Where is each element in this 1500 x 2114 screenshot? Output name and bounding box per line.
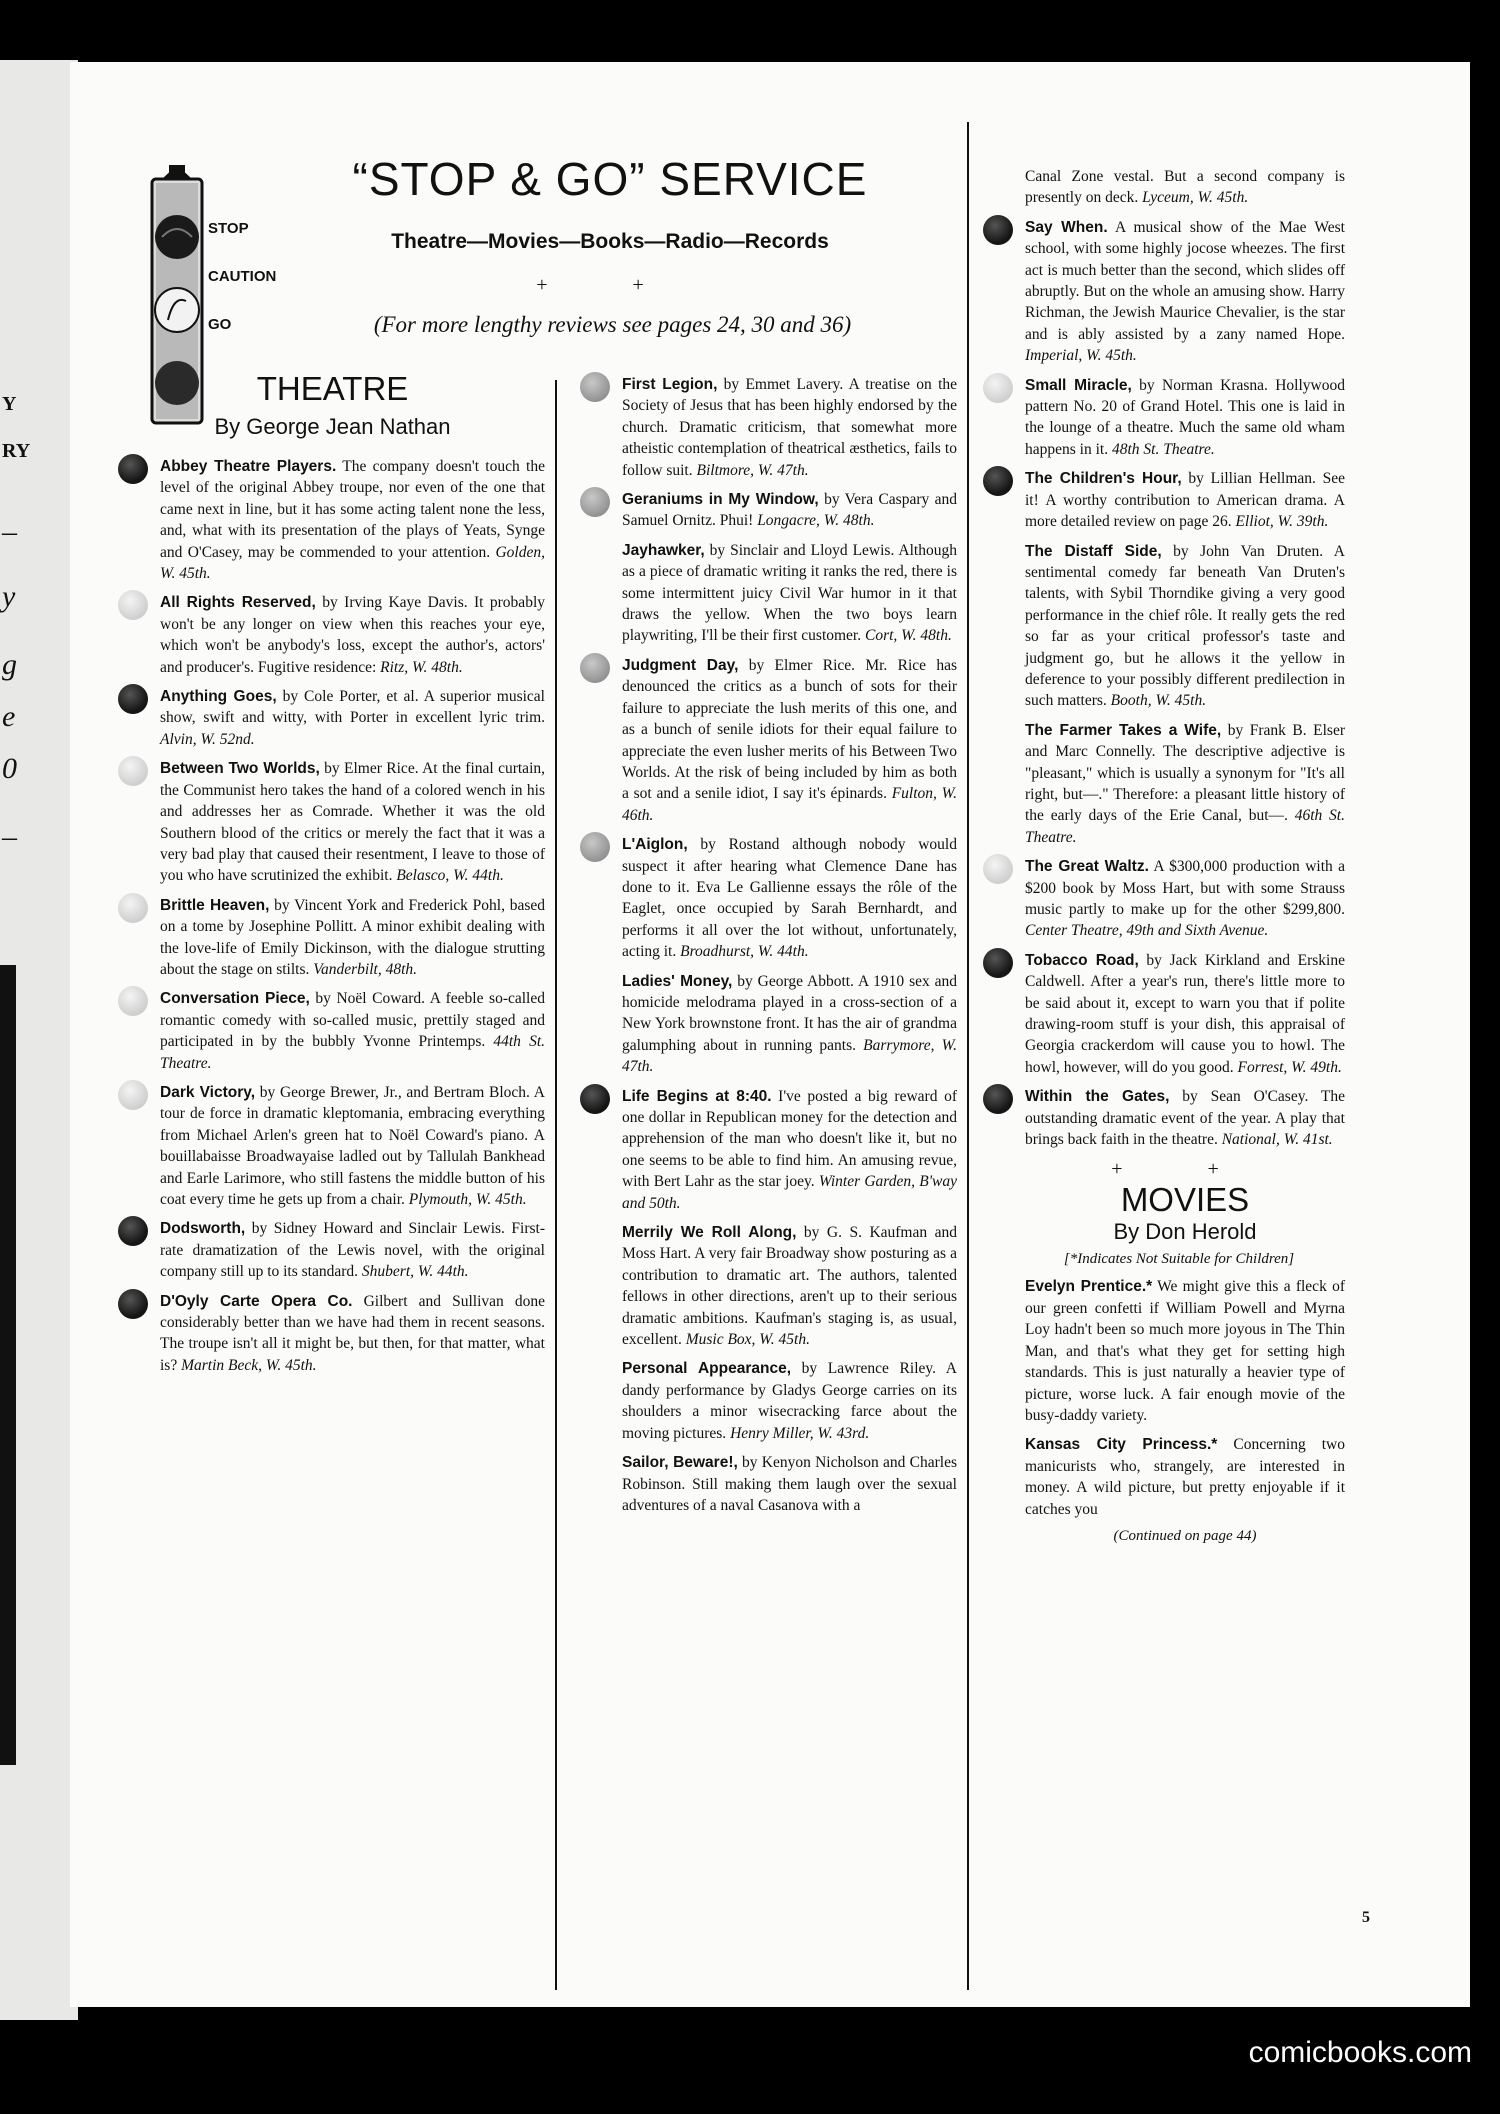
yellow-signal-dot-icon	[983, 854, 1013, 884]
review-title: Dark Victory,	[160, 1083, 256, 1101]
review-entry	[160, 1291, 545, 1377]
red-signal-dot-icon	[983, 466, 1013, 496]
review-body: by Sean O'Casey. The outstanding dramatic event of the year. A play that brings back faith in the theatre.	[1025, 1088, 1345, 1149]
review-title: Sailor, Beware!,	[622, 1454, 738, 1472]
ornament-crosses: + +	[536, 274, 684, 296]
review-venue: Longacre, W. 48th.	[757, 512, 875, 530]
review-venue: Golden, W. 45th.	[160, 543, 545, 583]
movies-heading: MOVIES	[1120, 1181, 1250, 1219]
review-venue: Imperial, W. 45th.	[1025, 347, 1137, 365]
review-entry	[160, 1218, 545, 1282]
movies-byline: By Don Herold	[1113, 1219, 1257, 1245]
review-title: Abbey Theatre Players.	[160, 458, 337, 475]
review-title: Judgment Day,	[622, 656, 739, 674]
yellow-signal-dot-icon	[118, 590, 148, 620]
review-body: A $300,000 production with a $200 book by Moss Hart, but with some Strauss music partly to make up for the other $299,800.	[1025, 858, 1346, 918]
review-entry	[160, 1082, 545, 1210]
movies-note: [*Indicates Not Suitable for Children]	[1063, 1251, 1295, 1268]
review-venue: Lyceum, W. 45th.	[1142, 189, 1249, 207]
review-title: Tobacco Road,	[1025, 951, 1139, 969]
review-body: by Rostand although nobody would suspect it after hearing what Clemence Dane has done to it. Eva Le Gallienne essays the rôle of the Eaglet, once occupied by Sarah Bernhardt, and performs it all over the lot without, unfortunately, acting it.	[622, 836, 957, 961]
review-body: by Lawrence Riley. A dandy performance by Gladys George carries on its shoulders a minor wisecracking farce about the moving pictures.	[622, 1360, 957, 1442]
review-venue: Shubert, W. 44th.	[361, 1263, 469, 1281]
review-body: I've posted a big reward of one dollar in Republican money for the detection and apprehension of the man who doesn't like it, but no one seems to be able to find him. An amusing revue, with Bert Lahr as the star joey.	[622, 1087, 957, 1191]
review-venue: 46th St. Theatre.	[1025, 807, 1345, 846]
review-title: The Great Waltz.	[1025, 858, 1149, 876]
review-body: by Emmet Lavery. A treatise on the Society of Jesus that has been highly endorsed by the church. Dramatic criticism, that somewhat more atheistic contemplation of theatrical æsthetics, fails to follow suit.	[622, 376, 958, 479]
red-signal-dot-icon	[580, 1084, 610, 1114]
yellow-signal-dot-icon	[983, 373, 1013, 403]
review-body: by Sidney Howard and Sinclair Lewis. First-rate dramatization of the Lewis novel, with the original company still up to its standard.	[160, 1220, 545, 1281]
red-signal-dot-icon	[983, 948, 1013, 978]
review-entry	[622, 834, 957, 962]
review-body: Gilbert and Sullivan done considerably better than we have had them in recent seasons. The troupe isn't all it might be, but then, for that matter, what is?	[160, 1292, 546, 1374]
review-entry	[1025, 217, 1345, 367]
review-entry	[622, 489, 957, 532]
review-body: by Elmer Rice. At the final curtain, the Communist hero takes the hand of a colored wench in his and addresses her as Comrade. Whether it was the old Southern blood of the critics or merely the fact that it was a very bad play that caused their resentment, I leave to those of you who have scrutinized the exhibit.	[160, 760, 545, 885]
review-title: Conversation Piece,	[160, 990, 310, 1008]
red-signal-dot-icon	[983, 215, 1013, 245]
reviews-note: (For more lengthy reviews see pages 24, 30 and 36)	[373, 312, 852, 337]
red-signal-dot-icon	[118, 1216, 148, 1246]
review-body: by Elmer Rice. Mr. Rice has denounced the critics as a bunch of sots for their failure to appreciate the lush merits of this one, and as a bunch of senile idiots for their equal failure to appreciate the even lusher merits of his Between Two Worlds. At the risk of being included by him as both a sot and a senile idiot, I say it's épinards.	[622, 656, 958, 803]
review-entry	[160, 592, 545, 678]
review-entry	[160, 758, 545, 886]
review-body: by Norman Krasna. Hollywood pattern No. 20 of Grand Hotel. This one is laid in the lounge of a theatre. Much the same old wham happens in it.	[1025, 376, 1345, 458]
review-title: Say When.	[1025, 218, 1108, 236]
continued-note: (Continued on page 44)	[1113, 1527, 1257, 1544]
review-title: Within the Gates,	[1025, 1088, 1170, 1106]
review-entry	[622, 1358, 957, 1444]
column-1	[120, 370, 545, 1384]
review-title: Merrily We Roll Along,	[622, 1224, 797, 1242]
review-entry	[1025, 541, 1345, 712]
review-venue: Music Box, W. 45th.	[685, 1331, 810, 1349]
review-body: by Kenyon Nicholson and Charles Robinson. Still making them laugh over the sexual adventures of a naval Casanova with a	[622, 1454, 957, 1514]
theatre-heading: THEATRE	[256, 370, 409, 407]
review-body: A musical show of the Mae West school, with some highly jocose wheezes. The first act is much better than the second, which slides off abruptly. But on the whole an amusing show. Harry Richman, the Jewish Maurice Chevalier, is the star and is ably assisted by a zany named Hope.	[1025, 218, 1345, 343]
column-3	[985, 166, 1345, 1545]
column-2	[570, 374, 957, 1524]
movie-body: Concerning two manicurists who, strangely, are interested in money. A wild picture, but pretty enjoyable if it catches you	[1025, 1436, 1345, 1518]
review-body: by Noël Coward. A feeble so-called romantic comedy with so-called music, prettily staged and participated in by the bubbly Yvonne Printemps.	[160, 990, 545, 1051]
review-body: by Vincent York and Frederick Pohl, based on a tome by Josephine Pollitt. A minor exhibit dealing with the love-life of Emily Dickinson, with the dialogue strutting about the stage on stilts.	[160, 896, 545, 978]
yellow-signal-dot-icon	[118, 893, 148, 923]
movie-entry	[1025, 1434, 1345, 1520]
review-venue: Martin Beck, W. 45th.	[181, 1356, 317, 1374]
signal-go-label: GO	[208, 316, 232, 333]
yellow-signal-dot-icon	[118, 1080, 148, 1110]
review-venue: Cort, W. 48th.	[865, 627, 952, 645]
review-venue: Biltmore, W. 47th.	[696, 461, 809, 479]
review-entry	[622, 655, 957, 826]
review-entry	[622, 1086, 957, 1214]
review-body: by George Brewer, Jr., and Bertram Bloch. A tour de force in dramatic kleptomania, embracing everything from Michael Arlen's green hat to Noël Coward's piano. A bouillabaisse Broadwayaise ladled out by Tallulah Bankhead and Earle Larimore, who still fastens the middle button of his coat every time he gets up from a chair.	[160, 1083, 545, 1208]
magazine-page	[70, 62, 1470, 2007]
review-body: by Jack Kirkland and Erskine Caldwell. After a year's run, there's little more to be said about it, except to warn you that if polite drawing-room stuff is your dish, this appraisal of Georgia crackerdom will cause you to howl. The howl, however, will do you good.	[1025, 951, 1345, 1076]
review-entry	[1025, 856, 1345, 942]
review-venue: Henry Miller, W. 43rd.	[730, 1424, 870, 1442]
review-title: Anything Goes,	[160, 688, 277, 706]
review-title: Between Two Worlds,	[160, 760, 320, 778]
review-title: The Distaff Side,	[1025, 542, 1162, 560]
review-title: The Children's Hour,	[1025, 470, 1182, 488]
review-venue: National, W. 41st.	[1221, 1131, 1333, 1149]
signal-caution-label: CAUTION	[208, 268, 277, 285]
column-rule	[555, 380, 557, 1990]
movie-body: We might give this a fleck of our green confetti if William Powell and Myrna Loy hadn't been so much more joyous in The Thin Man, and that's what they get for setting high standards. This is just naturally a heavier type of picture, worse luck. A fair enough movie of the busy-daddy variety.	[1025, 1278, 1345, 1424]
page-title: “STOP & GO” SERVICE	[352, 153, 868, 205]
review-body: by Cole Porter, et al. A superior musical show, swift and witty, with Porter in excellent lyric trim.	[160, 688, 545, 727]
review-body: Canal Zone vestal. But a second company is presently on deck.	[1025, 168, 1345, 207]
green-signal-dot-icon	[580, 653, 610, 683]
signal-stop-label: STOP	[208, 220, 249, 237]
column-rule	[967, 122, 969, 1990]
movie-entry	[1025, 1276, 1345, 1426]
review-title: Dodsworth,	[160, 1220, 246, 1238]
review-entry	[160, 456, 545, 584]
review-title: Life Begins at 8:40.	[622, 1087, 772, 1105]
watermark: comicbooks.com	[1248, 2036, 1472, 2069]
review-title: Geraniums in My Window,	[622, 491, 819, 509]
review-venue: Barrymore, W. 47th.	[622, 1036, 957, 1076]
review-body: The company doesn't touch the level of the original Abbey troupe, nor even of the one that came next in line, but it has some acting talent none the less, and, what with its presentation of the plays of Yeats, Synge and O'Casey, may be commended to your attention.	[160, 458, 545, 561]
review-entry	[1025, 166, 1345, 209]
green-signal-dot-icon	[580, 372, 610, 402]
review-title: Small Miracle,	[1025, 376, 1132, 394]
review-title: Personal Appearance,	[622, 1360, 792, 1378]
page-number: 5	[1362, 1909, 1370, 1926]
prev-page-fragment: RY	[2, 440, 31, 462]
prev-page-fragment: Y	[2, 393, 17, 415]
review-title: First Legion,	[622, 376, 718, 393]
review-entry	[160, 895, 545, 981]
prev-page-fragment: y	[2, 580, 16, 613]
review-entry	[1025, 375, 1345, 461]
review-title: The Farmer Takes a Wife,	[1025, 721, 1222, 739]
review-entry	[160, 686, 545, 750]
review-entry	[1025, 468, 1345, 532]
review-venue: Belasco, W. 44th.	[396, 867, 504, 885]
review-body: by Lillian Hellman. See it! A worthy contribution to American drama. A more detailed review on page 26.	[1025, 470, 1346, 531]
review-title: Ladies' Money,	[622, 972, 733, 990]
movie-title: Kansas City Princess.*	[1025, 1436, 1218, 1454]
review-venue: Vanderbilt, 48th.	[313, 960, 418, 978]
review-body: by Sinclair and Lloyd Lewis. Although as a piece of dramatic writing it ranks the red, there is some intermittent juicy Civil War humor in it that draws the yellow. When the two boys learn playwriting, I'll be their first customer.	[622, 541, 957, 645]
review-entry	[160, 988, 545, 1074]
review-venue: Forrest, W. 49th.	[1237, 1058, 1342, 1076]
review-entry	[622, 971, 957, 1078]
review-venue: Booth, W. 45th.	[1110, 692, 1207, 710]
review-body: by G. S. Kaufman and Moss Hart. A very fair Broadway show posturing as a contribution to dramatic art. The authors, talented fellows in other directions, aren't up to their serious dramatic ambitions. Kaufman's staging is, as usual, excellent.	[622, 1224, 957, 1349]
red-signal-dot-icon	[118, 454, 148, 484]
page-subtitle: Theatre—Movies—Books—Radio—Records	[391, 230, 829, 253]
green-signal-dot-icon	[580, 832, 610, 862]
green-signal-dot-icon	[580, 487, 610, 517]
prev-page-fragment: –	[2, 515, 17, 548]
prev-page-fragment: 0	[2, 752, 17, 785]
review-entry	[622, 540, 957, 647]
review-entry	[622, 1222, 957, 1350]
ornament-crosses: + +	[1111, 1158, 1259, 1181]
review-title: D'Oyly Carte Opera Co.	[160, 1292, 353, 1310]
review-venue: Plymouth, W. 45th.	[408, 1191, 527, 1208]
review-venue: Fulton, W. 46th.	[622, 785, 957, 824]
prev-page-fragment: –	[2, 820, 17, 853]
review-venue: Alvin, W. 52nd.	[160, 730, 255, 748]
review-venue: Ritz, W. 48th.	[380, 658, 463, 676]
review-entry	[622, 374, 957, 481]
review-entry	[1025, 950, 1345, 1078]
theatre-byline: By George Jean Nathan	[214, 414, 451, 439]
review-venue: Center Theatre, 49th and Sixth Avenue.	[1025, 922, 1269, 940]
review-title: L'Aiglon,	[622, 836, 688, 854]
review-entry	[1025, 1086, 1345, 1150]
yellow-signal-dot-icon	[118, 756, 148, 786]
review-entry	[622, 1452, 957, 1516]
review-body: by Vera Caspary and Samuel Ornitz. Phui!	[622, 491, 957, 530]
review-venue: 48th St. Theatre.	[1111, 440, 1215, 458]
prev-page-fragment: g	[2, 648, 17, 681]
review-venue: Elliot, W. 39th.	[1235, 513, 1329, 531]
review-venue: Broadhurst, W. 44th.	[680, 943, 809, 961]
prev-page-fragment: e	[2, 700, 16, 733]
previous-page-edge	[0, 60, 78, 2020]
red-signal-dot-icon	[118, 1289, 148, 1319]
review-body: by Irving Kaye Davis. It probably won't be any longer on view when this reaches your eye, which won't be anybody's loss, except the author's, actors' and producer's. Fugitive residence:	[160, 594, 545, 676]
review-venue: Winter Garden, B'way and 50th.	[622, 1173, 957, 1212]
prev-page-dark-strip	[0, 965, 16, 1765]
review-body: by John Van Druten. A sentimental comedy far beneath Van Druten's talents, with Sybil Thorndike giving a very good performance in the chief rôle. It really gets the red so far as your critical professor's taste and judgment go, but he allows it the yellow in deference to your possibly different predilection in such matters.	[1025, 542, 1345, 710]
review-body: by Frank B. Elser and Marc Connelly. The descriptive adjective is "pleasant," which is usually a synonym for "It's all right, but—." Therefore: a pleasant little history of the early days of the Erie Canal, but—.	[1025, 721, 1345, 825]
review-title: Jayhawker,	[622, 541, 705, 559]
yellow-signal-dot-icon	[118, 986, 148, 1016]
review-venue: 44th St. Theatre.	[160, 1033, 546, 1072]
red-signal-dot-icon	[983, 1084, 1013, 1114]
red-signal-dot-icon	[118, 684, 148, 714]
movie-title: Evelyn Prentice.*	[1025, 1278, 1153, 1296]
review-title: All Rights Reserved,	[160, 594, 316, 612]
review-title: Brittle Heaven,	[160, 896, 270, 914]
review-body: by George Abbott. A 1910 sex and homicide melodrama played in a cross-section of a New York brownstone front. It has the air of grandma galumphing about in running pants.	[622, 972, 958, 1054]
review-entry	[1025, 720, 1345, 848]
